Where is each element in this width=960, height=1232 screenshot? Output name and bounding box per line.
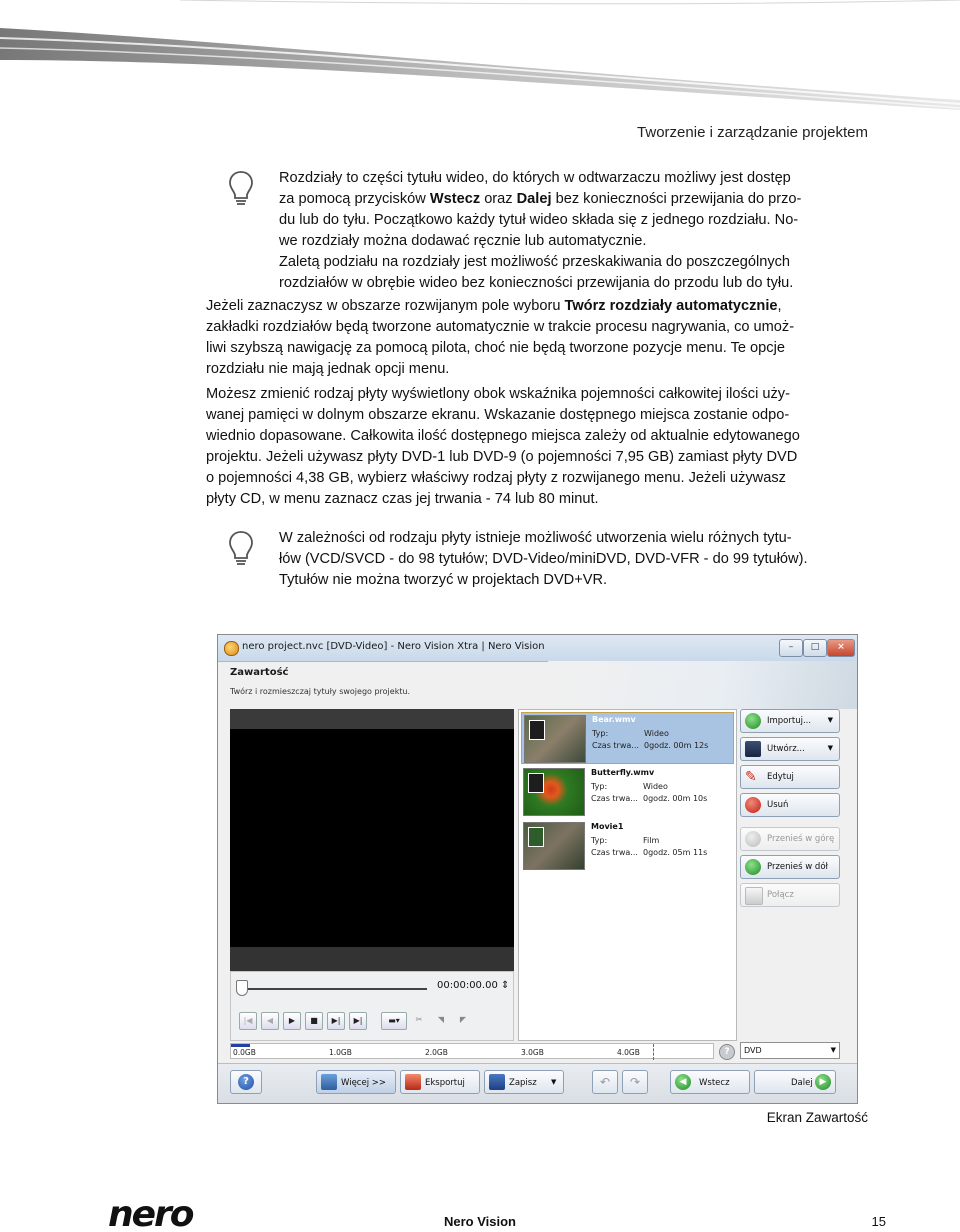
- capacity-tick: 4.0GB: [617, 1048, 640, 1057]
- type-value: Wideo: [644, 729, 669, 738]
- edit-button[interactable]: ✎ Edytuj: [740, 765, 840, 789]
- duration-label: Czas trwa...: [591, 848, 638, 857]
- lightbulb-icon: [228, 170, 254, 208]
- text-line: rozdziałów w obrębie wideo bez konieczności przewijania do przodu lub do tyłu.: [279, 275, 794, 291]
- more-button[interactable]: Więcej >>: [316, 1070, 396, 1094]
- maximize-button[interactable]: □: [803, 639, 827, 657]
- move-up-button[interactable]: Przenieś w górę: [740, 827, 840, 851]
- text-line: Zaletą podziału na rozdziały jest możliwość przeskakiwania do poszczególnych: [279, 254, 791, 270]
- type-value: Film: [643, 836, 660, 845]
- video-bottom-strip: [230, 947, 514, 971]
- mark-in-icon[interactable]: ◥: [437, 1015, 445, 1024]
- close-button[interactable]: ×: [827, 639, 855, 657]
- redo-icon: ↷: [630, 1075, 641, 1089]
- capacity-tick: 3.0GB: [521, 1048, 544, 1057]
- type-label: Typ:: [591, 782, 608, 791]
- edit-pencil-icon: ✎: [745, 769, 757, 785]
- redo-button[interactable]: [622, 1070, 648, 1094]
- figure-caption: Ekran Zawartość: [766, 1110, 868, 1125]
- type-label: Typ:: [592, 729, 609, 738]
- movie-thumbnail: [523, 822, 585, 870]
- duration-value: 0godz. 00m 12s: [644, 741, 709, 750]
- text-line: płyty CD, w menu zaznacz czas jej trwania - 74 lub 80 minut.: [206, 491, 599, 507]
- capacity-tick: 1.0GB: [329, 1048, 352, 1057]
- next-frame-icon[interactable]: ▶|: [327, 1012, 345, 1030]
- text-line: W zależności od rodzaju płyty istnieje możliwość utworzenia wielu różnych tytu-: [279, 530, 792, 546]
- video-thumbnail: [523, 768, 585, 816]
- nero-app-icon: [224, 641, 239, 656]
- svg-text:nero: nero: [108, 1196, 193, 1232]
- section-subtitle: Twórz i rozmieszczaj tytuły swojego projektu.: [230, 687, 411, 696]
- prev-frame-icon[interactable]: ◀: [261, 1012, 279, 1030]
- text-line: Tytułów nie można tworzyć w projektach DVD+VR.: [279, 572, 608, 588]
- list-item[interactable]: [521, 820, 734, 872]
- disc-type-select[interactable]: DVD ▼: [740, 1042, 840, 1059]
- duration-value: 0godz. 05m 11s: [643, 848, 708, 857]
- timecode-display: 00:00:00.00 ⇕: [437, 980, 510, 991]
- import-button[interactable]: Importuj... ▼: [740, 709, 840, 733]
- window-titlebar[interactable]: [218, 635, 857, 662]
- capacity-tick: 2.0GB: [425, 1048, 448, 1057]
- move-down-icon: [745, 859, 761, 875]
- move-down-button[interactable]: Przenieś w dół: [740, 855, 840, 879]
- chapter-menu-icon[interactable]: ▬▾: [381, 1012, 407, 1030]
- film-icon: [528, 773, 544, 793]
- seek-slider-thumb[interactable]: [236, 980, 248, 996]
- text-line: wiednio dopasowane. Całkowita ilość dostępnego miejsca zależy od aktualnie edytowanego: [206, 428, 800, 444]
- text-line: Rozdziały to części tytułu wideo, do których w odtwarzaczu możliwy jest dostęp: [279, 170, 791, 186]
- scissors-icon[interactable]: ✂: [415, 1015, 423, 1024]
- nero-logo: [108, 1196, 212, 1232]
- text-line: liwi szybszą nawigację za pomocą pilota, choć nie będą tworzone pozycje menu. Te opcje: [206, 340, 785, 356]
- play-icon[interactable]: ▶: [283, 1012, 301, 1030]
- text-line: wanej pamięci w dolnym obszarze ekranu. Wskazanie dostępnego miejsca zostanie odpo-: [206, 407, 790, 423]
- list-item[interactable]: [521, 766, 734, 818]
- title-name: Butterfly.wmv: [591, 768, 655, 777]
- text-line: du lub do tyłu. Początkowo każdy tytuł wideo składa się z jednego rozdziału. No-: [279, 212, 799, 228]
- help-button[interactable]: [230, 1070, 262, 1094]
- lightbulb-icon: [228, 530, 254, 568]
- text-line: za pomocą przycisków Wstecz oraz Dalej bez konieczności przewijania do przo-: [279, 191, 802, 207]
- stop-icon[interactable]: ■: [305, 1012, 323, 1030]
- tip-note-chapters: [279, 168, 869, 294]
- delete-icon: [745, 797, 761, 813]
- video-top-strip: [230, 709, 514, 729]
- window-title: nero project.nvc [DVD-Video] - Nero Vision Xtra | Nero Vision: [242, 641, 545, 652]
- duration-label: Czas trwa...: [591, 794, 638, 803]
- move-up-icon: [745, 831, 761, 847]
- body-paragraph-disc-type: [206, 384, 866, 510]
- next-button[interactable]: Dalej ▶: [754, 1070, 836, 1094]
- seek-track[interactable]: [241, 988, 427, 990]
- capacity-limit-marker: [653, 1044, 654, 1060]
- import-icon: [745, 713, 761, 729]
- disc-capacity-bar: [230, 1043, 714, 1059]
- capacity-used-fill: [231, 1044, 250, 1047]
- duration-label: Czas trwa...: [592, 741, 639, 750]
- text-line: o pojemności 4,38 GB, wybierz właściwy rodzaj płyty z rozwijanego menu. Jeżeli używasz: [206, 470, 786, 486]
- export-button[interactable]: Eksportuj: [400, 1070, 480, 1094]
- title-name: Bear.wmv: [592, 715, 636, 724]
- nero-vision-window: [217, 634, 858, 1104]
- tip-note-titles: [279, 528, 869, 591]
- duration-value: 0godz. 00m 10s: [643, 794, 708, 803]
- back-button[interactable]: ◀ Wstecz: [670, 1070, 750, 1094]
- merge-icon: [745, 887, 763, 905]
- section-title: Zawartość: [230, 667, 289, 678]
- back-arrow-icon: ◀: [675, 1074, 691, 1090]
- undo-icon: ↶: [600, 1075, 611, 1089]
- list-item[interactable]: [521, 712, 734, 764]
- type-label: Typ:: [591, 836, 608, 845]
- undo-button[interactable]: [592, 1070, 618, 1094]
- mark-out-icon[interactable]: ◤: [459, 1015, 467, 1024]
- delete-button[interactable]: Usuń: [740, 793, 840, 817]
- capacity-tick: 0.0GB: [233, 1048, 256, 1057]
- bottom-toolbar: [218, 1063, 857, 1104]
- help-icon[interactable]: ?: [719, 1044, 735, 1060]
- titles-list[interactable]: [518, 709, 737, 1041]
- type-value: Wideo: [643, 782, 668, 791]
- go-end-icon[interactable]: ▶|: [349, 1012, 367, 1030]
- chevron-down-icon: ▼: [827, 716, 833, 724]
- more-icon: [321, 1074, 337, 1090]
- create-button[interactable]: Utwórz... ▼: [740, 737, 840, 761]
- movie-icon: [528, 827, 544, 847]
- go-start-icon[interactable]: |◀: [239, 1012, 257, 1030]
- help-icon: ?: [238, 1074, 254, 1090]
- text-line: projektu. Jeżeli używasz płyty DVD-1 lub DVD-9 (o pojemności 7,95 GB) zamiast płyty DVD: [206, 449, 798, 465]
- export-icon: [405, 1074, 421, 1090]
- create-icon: [745, 741, 761, 757]
- next-arrow-icon: ▶: [815, 1074, 831, 1090]
- text-line: Jeżeli zaznaczysz w obszarze rozwijanym pole wyboru Twórz rozdziały automatycznie,: [206, 298, 782, 314]
- film-icon: [529, 720, 545, 740]
- minimize-button[interactable]: –: [779, 639, 803, 657]
- header-decoration: [548, 661, 858, 709]
- page-number: 15: [871, 1214, 886, 1229]
- text-line: Możesz zmienić rodzaj płyty wyświetlony obok wskaźnika pojemności całkowitej ilości uży-: [206, 386, 790, 402]
- title-name: Movie1: [591, 822, 624, 831]
- save-icon: [489, 1074, 505, 1090]
- text-line: zakładki rozdziałów będą tworzone automatycznie w trakcie procesu nagrywania, co umoż-: [206, 319, 795, 335]
- player-controls: [230, 971, 514, 1041]
- text-line: rozdziału nie mają jednak opcji menu.: [206, 361, 450, 377]
- header-swoosh-graphic: [0, 0, 960, 110]
- body-paragraph-auto-chapters: [206, 296, 866, 380]
- footer-product-name: Nero Vision: [444, 1214, 517, 1229]
- text-line: we rozdziały można dodawać ręcznie lub automatycznie.: [279, 233, 647, 249]
- text-line: łów (VCD/SVCD - do 98 tytułów; DVD-Video/miniDVD, DVD-VFR - do 99 tytułów).: [279, 551, 808, 567]
- chevron-down-icon: ▼: [551, 1078, 557, 1086]
- video-preview[interactable]: [230, 709, 514, 971]
- video-thumbnail: [524, 715, 586, 763]
- chevron-down-icon: ▼: [827, 744, 833, 752]
- save-button[interactable]: Zapisz ▼: [484, 1070, 564, 1094]
- chevron-down-icon: ▼: [830, 1046, 836, 1054]
- page-header-title: Tworzenie i zarządzanie projektem: [637, 124, 868, 141]
- merge-button[interactable]: Połącz: [740, 883, 840, 907]
